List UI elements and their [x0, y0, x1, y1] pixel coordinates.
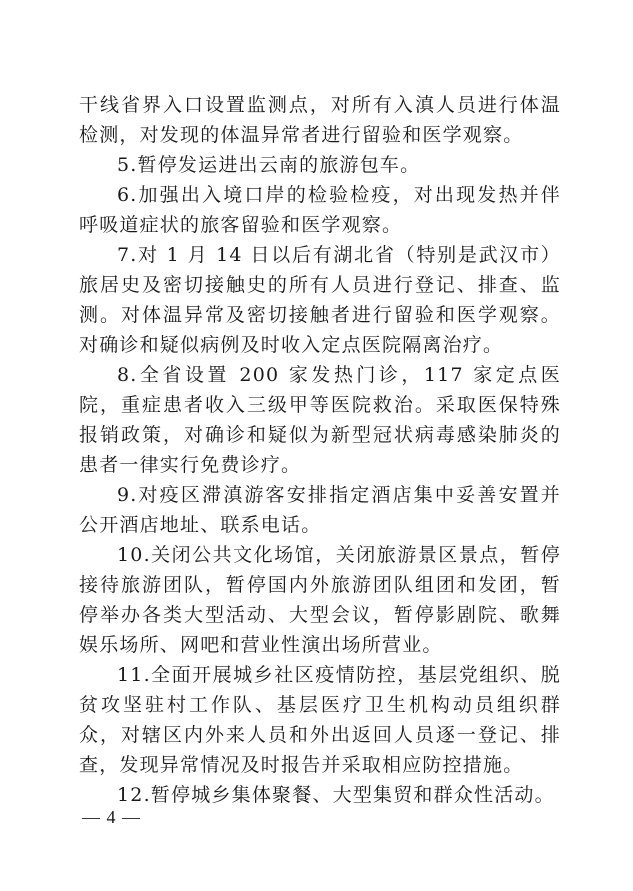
paragraph-item-8: 8.全省设置 200 家发热门诊，117 家定点医院，重症患者收入三级甲等医院救治。采取医保特殊报销政策，对确诊和疑似为新型冠状病毒感染肺炎的患者一律实行免费诊疗。 — [79, 364, 561, 476]
paragraph-item-10: 10.关闭公共文化场馆，关闭旅游景区景点，暂停接待旅游团队，暂停国内外旅游团队组团和发团，暂停举办各类大型活动、大型会议，暂停影剧院、歌舞娱乐场所、网吧和营业性演出场所营业。 — [79, 544, 561, 656]
paragraph-item-9: 9.对疫区滞滇游客安排指定酒店集中妥善安置并公开酒店地址、联系电话。 — [79, 484, 561, 536]
paragraph-item-11: 11.全面开展城乡社区疫情防控，基层党组织、脱贫攻坚驻村工作队、基层医疗卫生机构动员组织群众，对辖区内外来人员和外出返回人员逐一登记、排查，发现异常情况及时报告并采取相应防控措施。 — [79, 664, 561, 776]
paragraph-continuation: 干线省界入口设置监测点，对所有入滇人员进行体温检测，对发现的体温异常者进行留验和医学观察。 — [79, 94, 561, 146]
page-number: — 4 — — [82, 807, 141, 827]
document-body — [79, 90, 561, 810]
paragraph-item-12: 12.暂停城乡集体聚餐、大型集贸和群众性活动。 — [117, 784, 555, 806]
paragraph-item-5: 5.暂停发运进出云南的旅游包车。 — [117, 154, 421, 176]
paragraph-item-6: 6.加强出入境口岸的检验检疫，对出现发热并伴呼吸道症状的旅客留验和医学观察。 — [79, 184, 561, 236]
paragraph-item-7: 7.对 1 月 14 日以后有湖北省（特别是武汉市）旅居史及密切接触史的所有人员进行登记、排查、监测。对体温异常及密切接触者进行留验和医学观察。对确诊和疑似病例及时收入定点医院隔离治疗。 — [79, 244, 561, 356]
